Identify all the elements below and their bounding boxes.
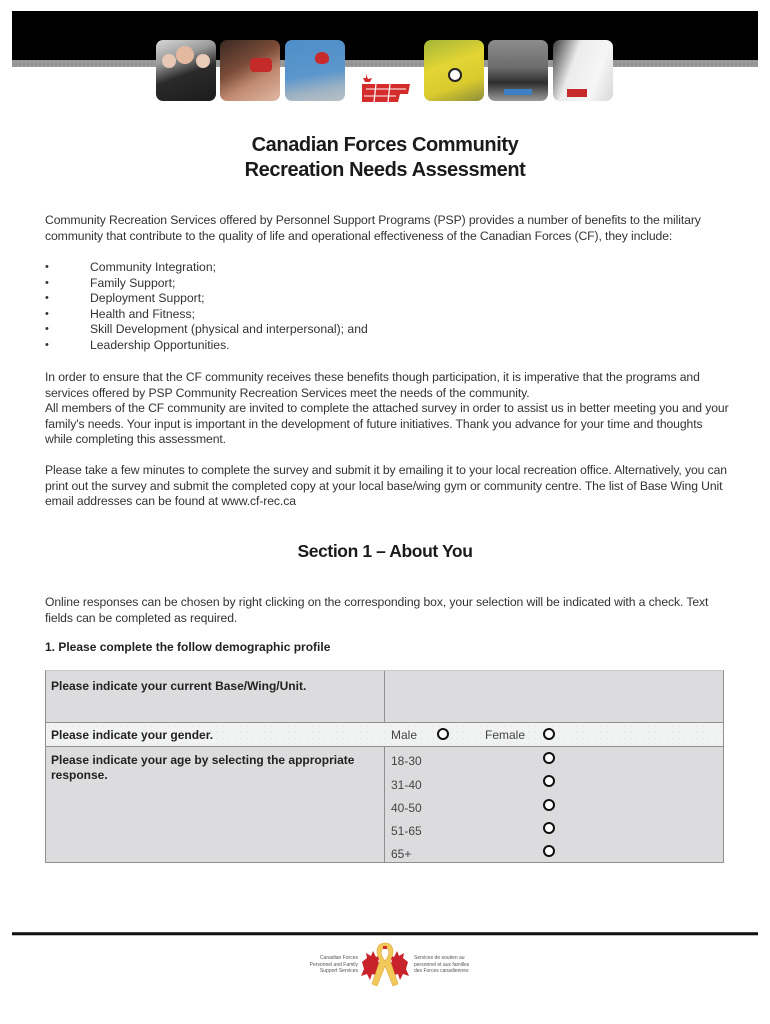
age-18-30-radio[interactable] [543,752,555,764]
list-item [45,307,445,323]
photo-swimmer [285,40,345,101]
submission-paragraph: Please take a few minutes to complete the survey and submit it by emailing it to your local recreation office. Alternatively, you can print out the survey and submit the completed copy at your local base/wing gym or community centre. The list of Base Wing Unit email addresses can be found at www.cf-rec.ca [45,463,727,508]
age-option-label: 40-50 [391,801,422,815]
title-line-2: Recreation Needs Assessment [244,159,526,181]
invitation-paragraph: All members of the CF community are invited to complete the attached survey in order to assist us in better meeting you and your family's needs. Your input is important in the development of future initiatives. Thank you advance for your time and thoughts while completing this assessment. [45,401,729,446]
bullet-icon: • [45,338,49,351]
list-item-text: Family Support; [90,275,176,290]
footer-divider-shadow [12,935,758,936]
list-item [45,338,445,354]
list-item-text: Health and Fitness; [90,306,196,321]
footer-text-line: personnel et aux familles [414,961,470,968]
demographic-table [45,670,724,863]
base-label: Please indicate your current Base/Wing/Unit. [51,679,307,693]
list-item-text: Skill Development (physical and interpersonal); and [90,322,368,336]
intro-paragraph: Community Recreation Services offered by Personnel Support Programs (PSP) provides a number of benefits to the military community that contribute to the quality of life and operational effectiveness of the Canadian Forces (CF), they include: [45,213,701,243]
section-title: Section 1 – About You [297,541,473,561]
table-row-age [46,747,723,862]
age-31-40-radio[interactable] [543,775,555,787]
footer-text-line: Canadian Forces [319,955,358,961]
age-option-label: 65+ [391,847,412,861]
header-bar [12,11,758,60]
bullet-icon: • [45,307,49,320]
footer-text-english [300,955,358,975]
table-row-base [46,671,723,723]
psp-logo-icon [360,72,412,102]
photo-yoga-class [488,40,548,101]
footer-text-line: des Forces canadiennes [414,968,469,974]
list-item-text: Deployment Support; [90,291,205,305]
gender-female-radio[interactable] [543,728,555,740]
footer-text-french [414,955,484,975]
title-line-1: Canadian Forces Community [251,134,519,156]
question-heading: 1. Please complete the follow demographic profile [45,640,331,654]
footer-text-line: Personnel and Family [309,961,358,968]
age-label: Please indicate your age by selecting the appropriate response. [51,753,355,782]
list-item-text: Community Integration; [90,260,216,274]
age-40-50-radio[interactable] [543,799,555,811]
bullet-icon: • [45,261,49,273]
purpose-paragraph: In order to ensure that the CF community receives these benefits though participation, it is imperative that the programs and services offered by PSP Community Recreation Services meet the needs of the community. [45,370,700,400]
list-item [45,322,445,338]
instructions-paragraph: Online responses can be chosen by right clicking on the corresponding box, your selection will be indicated with a check. Text fields can be completed as required. [45,595,709,625]
photo-kids-activity [220,40,280,101]
age-65-plus-radio[interactable] [543,845,555,857]
footer-text-line: Support Services [319,968,358,974]
gender-male-radio[interactable] [437,728,449,740]
photo-group-fitness-staff [156,40,216,101]
age-option-label: 18-30 [391,754,422,768]
list-item [45,276,445,292]
gender-option-female-label: Female [485,728,526,742]
bullet-icon: • [45,276,49,289]
benefits-list [45,260,445,353]
base-wing-unit-input[interactable] [385,671,723,722]
cfpfss-ribbon-maple-leaf-icon [358,940,412,988]
age-option-label: 31-40 [391,778,422,792]
list-item-text: Leadership Opportunities. [90,337,230,352]
header-stripe [12,60,758,67]
bullet-icon: • [45,292,49,304]
age-option-label: 51-65 [391,824,422,838]
photo-soccer-team [424,40,484,101]
footer-text-line: Services de soutien au [414,955,465,961]
table-row-gender [46,723,723,747]
bullet-icon: • [45,323,49,335]
list-item [45,260,445,276]
page-title [0,133,770,183]
list-item [45,291,445,307]
age-51-65-radio[interactable] [543,822,555,834]
photo-martial-arts [553,40,613,101]
gender-option-male-label: Male [391,728,418,742]
gender-label: Please indicate your gender. [51,728,214,742]
